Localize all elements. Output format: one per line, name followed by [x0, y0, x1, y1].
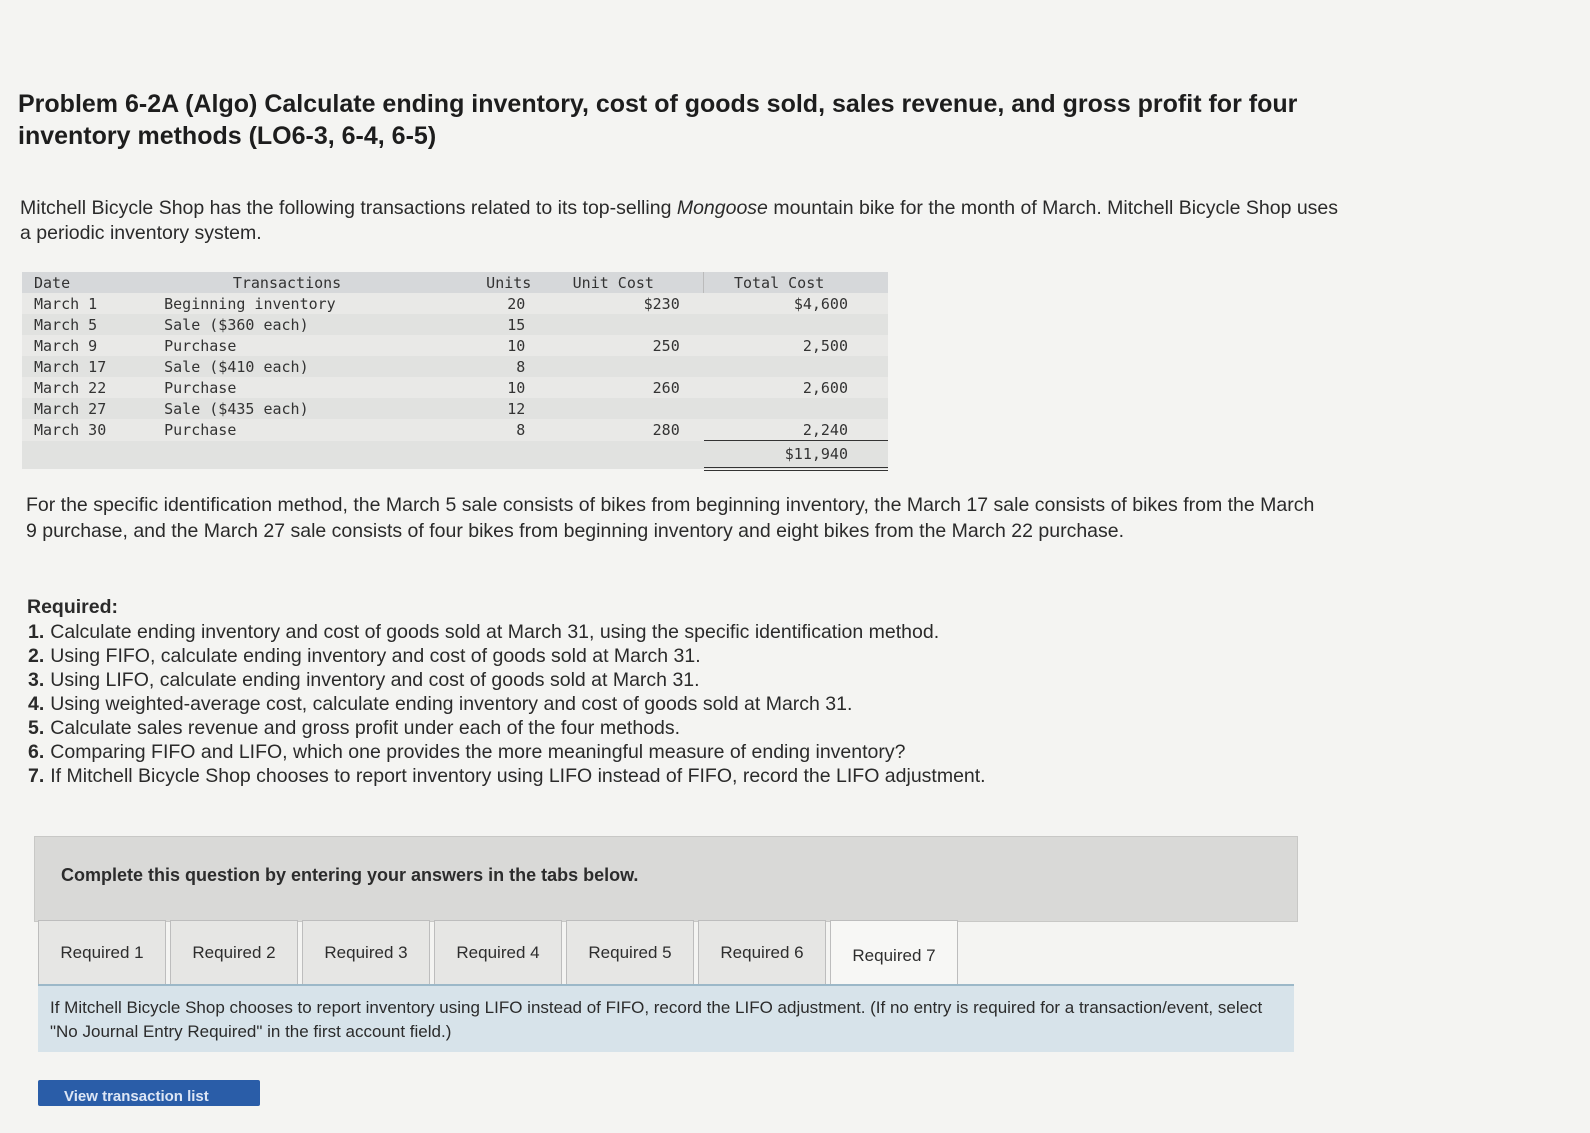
row-total-cost [704, 356, 888, 377]
specific-identification-note: For the specific identification method, the March 5 sale consists of bikes from beginning inventory, the March 17 sale consists of bikes from the March 9 purchase, and the March 27 sale consists of four bikes from beginning inventory and eight bikes from the March 22 purchase. [26, 494, 1315, 542]
required-item [28, 764, 1228, 788]
row-units: 10 [507, 378, 526, 397]
required-list [28, 620, 1228, 788]
required-item [28, 692, 1228, 716]
tab-required-2[interactable]: Required 2 [170, 920, 298, 986]
row-units: 8 [516, 357, 526, 376]
problem-intro [20, 196, 1340, 246]
required-item-number: 1. [28, 621, 45, 643]
tab-required-1[interactable]: Required 1 [38, 920, 166, 986]
required-item-number: 3. [28, 669, 45, 691]
table-row [22, 356, 888, 377]
required-item-number: 6. [28, 741, 45, 763]
row-unit-cost: $230 [643, 294, 680, 313]
tab-required-7[interactable]: Required 7 [830, 920, 958, 990]
required-item-number: 7. [28, 765, 45, 787]
row-units: 20 [507, 294, 526, 313]
required-item-number: 2. [28, 645, 45, 667]
row-unit-cost: 250 [652, 336, 680, 355]
table-row [22, 293, 888, 314]
required-item-text: Calculate ending inventory and cost of goods sold at March 31, using the specific identification method. [50, 621, 940, 643]
row-total-cost: 2,240 [704, 419, 888, 441]
row-total-cost: $4,600 [793, 294, 848, 313]
required-heading: Required: [27, 596, 119, 618]
header-units: Units [416, 272, 541, 293]
required-item [28, 620, 1228, 644]
table-total-row [22, 441, 888, 470]
grand-total: $11,940 [704, 441, 888, 470]
row-date: March 1 [34, 294, 98, 313]
required-item-text: Comparing FIFO and LIFO, which one provides the more meaningful measure of ending inventory? [50, 741, 906, 763]
tab-instruction: If Mitchell Bicycle Shop chooses to report inventory using LIFO instead of FIFO, record the LIFO adjustment. (If no entry is required for a transaction/event, select "No Journal Entry Required" in the first account field.) [38, 984, 1294, 1052]
row-transaction: Purchase [164, 336, 237, 355]
required-item-number: 4. [28, 693, 45, 715]
intro-brand: Mongoose [676, 197, 768, 219]
complete-question-panel [34, 836, 1298, 922]
required-item-text: Using FIFO, calculate ending inventory and cost of goods sold at March 31. [50, 645, 701, 667]
header-unit-cost: Unit Cost [541, 272, 703, 293]
table-row [22, 335, 888, 356]
required-item-number: 5. [28, 717, 45, 739]
table-row [22, 377, 888, 398]
row-transaction: Sale ($435 each) [164, 399, 309, 418]
tab-required-4[interactable]: Required 4 [434, 920, 562, 986]
header-date: Date [22, 272, 158, 293]
complete-question-prompt: Complete this question by entering your answers in the tabs below. [61, 865, 639, 885]
row-transaction: Sale ($410 each) [164, 357, 309, 376]
row-units: 15 [507, 315, 526, 334]
row-transaction: Purchase [164, 420, 237, 439]
header-transactions: Transactions [158, 272, 416, 293]
row-total-cost [704, 398, 888, 419]
table-row [22, 398, 888, 419]
required-item-text: Calculate sales revenue and gross profit under each of the four methods. [50, 717, 681, 739]
row-unit-cost: 260 [652, 378, 680, 397]
row-date: March 9 [34, 336, 98, 355]
problem-title: Problem 6-2A (Algo) Calculate ending inventory, cost of goods sold, sales revenue, and gross profit for four inventory methods (LO6-3, 6-4, 6-5) [18, 90, 1298, 150]
row-total-cost: 2,500 [802, 336, 848, 355]
row-transaction: Purchase [164, 378, 237, 397]
row-units: 12 [507, 399, 526, 418]
row-unit-cost [541, 356, 703, 377]
row-transaction: Beginning inventory [164, 294, 336, 313]
row-total-cost [704, 314, 888, 335]
row-unit-cost [541, 314, 703, 335]
row-date: March 5 [34, 315, 98, 334]
table-header-row [22, 272, 888, 293]
intro-text-end: mountain bike for the month of March. Mitchell Bicycle Shop uses a periodic inventory system. [20, 197, 1339, 244]
row-date: March 17 [34, 357, 107, 376]
row-total-cost: 2,600 [802, 378, 848, 397]
required-item-text: Using weighted-average cost, calculate ending inventory and cost of goods sold at March 31. [50, 693, 853, 715]
required-item [28, 644, 1228, 668]
required-tabs [38, 920, 962, 992]
tab-required-3[interactable]: Required 3 [302, 920, 430, 986]
required-item-text: Using LIFO, calculate ending inventory and cost of goods sold at March 31. [50, 669, 700, 691]
row-units: 8 [516, 420, 526, 439]
row-transaction: Sale ($360 each) [164, 315, 309, 334]
transactions-table [22, 272, 888, 471]
row-units: 10 [507, 336, 526, 355]
row-date: March 27 [34, 399, 107, 418]
required-item [28, 668, 1228, 692]
intro-text-start: Mitchell Bicycle Shop has the following transactions related to its top-selling [20, 197, 677, 219]
header-total-cost: Total Cost [704, 272, 888, 293]
table-row [22, 419, 888, 441]
row-unit-cost: 280 [652, 420, 680, 439]
tab-required-6[interactable]: Required 6 [698, 920, 826, 986]
table-row [22, 314, 888, 335]
row-date: March 30 [34, 420, 107, 439]
required-item [28, 740, 1228, 764]
required-item-text: If Mitchell Bicycle Shop chooses to report inventory using LIFO instead of FIFO, record the LIFO adjustment. [50, 765, 986, 787]
tab-required-5[interactable]: Required 5 [566, 920, 694, 986]
required-item [28, 716, 1228, 740]
row-date: March 22 [34, 378, 107, 397]
row-unit-cost [541, 398, 703, 419]
view-transaction-list-button[interactable]: View transaction list [38, 1080, 260, 1106]
